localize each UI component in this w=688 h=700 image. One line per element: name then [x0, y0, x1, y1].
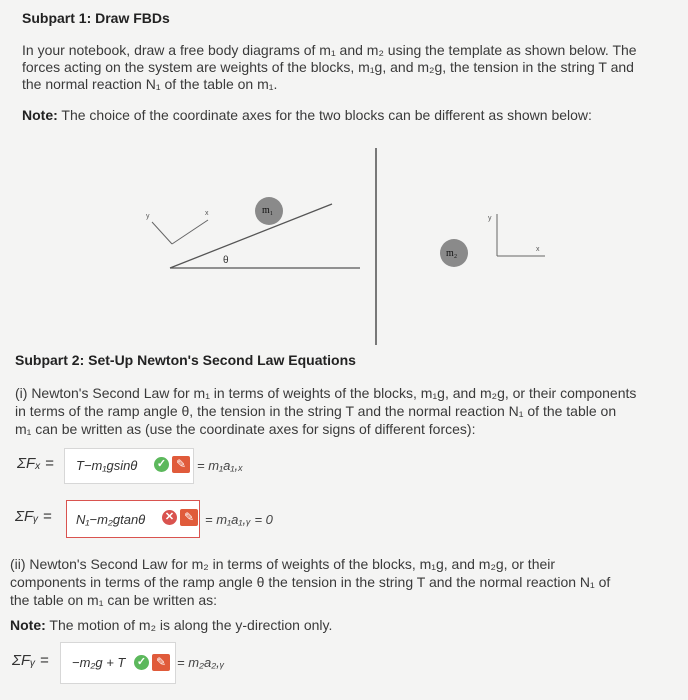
subpart1-text-line1: In your notebook, draw a free body diagrams of m₁ and m₂ using the template as shown below. The	[22, 42, 637, 58]
eq1-label: ΣFₓ =	[17, 455, 54, 472]
fbd-figure	[0, 140, 688, 350]
left-axis-x-label: x	[205, 210, 209, 217]
subpart2-i-line1: (i) Newton's Second Law for m₁ in terms of weights of the blocks, m₁g, and m₂g, or their components	[15, 385, 637, 401]
subpart1-heading: Subpart 1: Draw FBDs	[22, 10, 170, 26]
m1-label: m₁	[262, 205, 274, 216]
subpart2-ii-line1: (ii) Newton's Second Law for m₂ in terms of weights of the blocks, m₁g, and m₂g, or their	[10, 556, 556, 572]
eq3-answer-text: −m₂g + T	[72, 655, 126, 670]
eq2-incorrect-x-icon: ✕	[162, 510, 177, 525]
eq2-edit-pencil-icon[interactable]: ✎	[180, 509, 198, 526]
right-axis-y-label: y	[488, 215, 492, 222]
eq2-answer-text: N₁−m₂gtanθ	[76, 512, 146, 527]
eq3-edit-pencil-icon[interactable]: ✎	[152, 654, 170, 671]
eq1-answer-text: T−m₁gsinθ	[76, 458, 138, 473]
left-axes	[152, 220, 208, 244]
eq2-label: ΣFᵧ =	[15, 508, 52, 525]
subpart1-text-line3: the normal reaction N₁ of the table on m₁.	[22, 76, 278, 92]
eq1-rhs: = m₁a₁,ₓ	[197, 458, 244, 473]
note-text: The choice of the coordinate axes for the two blocks can be different as shown below:	[57, 107, 592, 123]
eq3-correct-check-icon: ✓	[134, 655, 149, 670]
subpart2-heading: Subpart 2: Set-Up Newton's Second Law Equations	[15, 352, 356, 368]
subpart2-note	[10, 617, 332, 634]
subpart2-i-line2: in terms of the ramp angle θ, the tension in the string T and the normal reaction N₁ of the table on	[15, 403, 617, 419]
m2-label: m₂	[446, 248, 458, 259]
note2-text: The motion of m₂ is along the y-direction only.	[45, 617, 333, 633]
note2-label: Note:	[10, 617, 46, 633]
eq1-edit-pencil-icon[interactable]: ✎	[172, 456, 190, 473]
eq3-rhs: = m₂a₂,ᵧ	[177, 655, 225, 670]
left-axis-y-label: y	[146, 213, 150, 220]
subpart2-i-line3: m₁ can be written as (use the coordinate axes for signs of different forces):	[15, 421, 476, 437]
subpart1-note	[22, 107, 592, 124]
theta-label: θ	[223, 255, 229, 266]
right-axis-x-label: x	[536, 246, 540, 253]
eq1-correct-check-icon: ✓	[154, 457, 169, 472]
subpart2-ii-line3: the table on m₁ can be written as:	[10, 592, 218, 608]
subpart2-ii-line2: components in terms of the ramp angle θ the tension in the string T and the normal reaction N₁ of	[10, 574, 611, 590]
eq3-label: ΣFᵧ =	[12, 652, 49, 669]
eq2-rhs: = m₁a₁,ᵧ = 0	[205, 512, 273, 527]
subpart1-text-line2: forces acting on the system are weights of the blocks, m₁g, and m₂g, the tension in the string T and	[22, 59, 634, 75]
note-label: Note:	[22, 107, 58, 123]
